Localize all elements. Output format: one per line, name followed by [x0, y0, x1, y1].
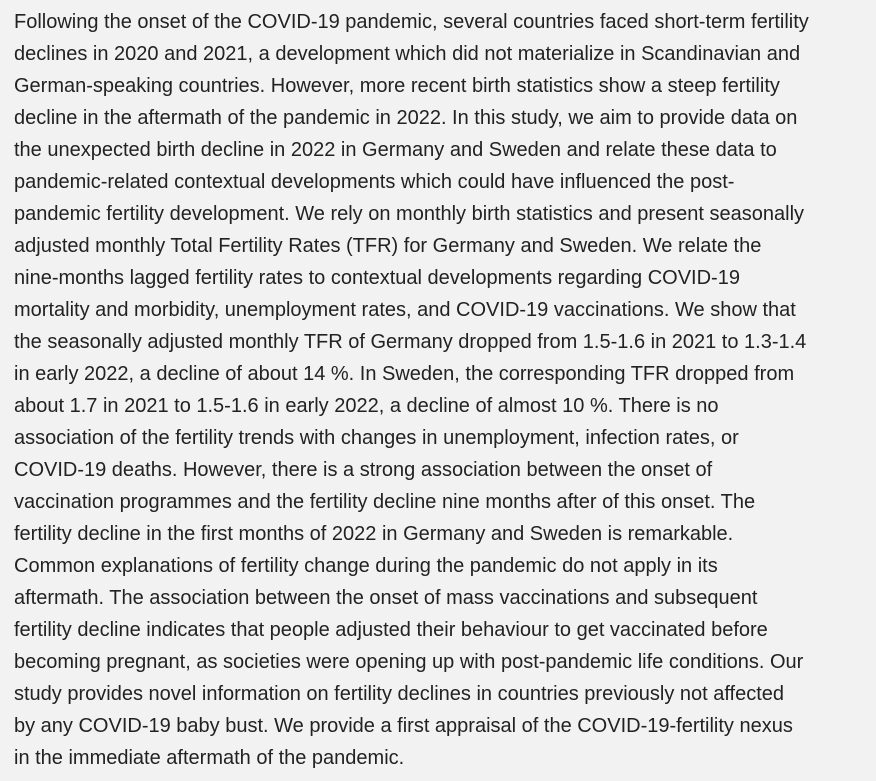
abstract-line: becoming pregnant, as societies were opening up with post-pandemic life conditions. Our — [14, 651, 804, 673]
abstract-line: about 1.7 in 2021 to 1.5-1.6 in early 2022, a decline of almost 10 %. There is no — [14, 395, 719, 417]
abstract-line: the unexpected birth decline in 2022 in Germany and Sweden and relate these data to — [14, 139, 777, 161]
abstract-line: in early 2022, a decline of about 14 %. In Sweden, the corresponding TFR dropped from — [14, 363, 795, 385]
abstract-line: aftermath. The association between the onset of mass vaccinations and subsequent — [14, 587, 758, 609]
abstract-line: pandemic-related contextual developments which could have influenced the post- — [14, 171, 735, 193]
abstract-line: Following the onset of the COVID-19 pandemic, several countries faced short-term fertility — [14, 11, 809, 33]
abstract-line: study provides novel information on fertility declines in countries previously not affected — [14, 683, 785, 705]
abstract-line: mortality and morbidity, unemployment rates, and COVID-19 vaccinations. We show that — [14, 299, 796, 321]
abstract-line: decline in the aftermath of the pandemic in 2022. In this study, we aim to provide data on — [14, 107, 798, 129]
abstract-line: Common explanations of fertility change during the pandemic do not apply in its — [14, 555, 718, 577]
abstract-line: by any COVID-19 baby bust. We provide a first appraisal of the COVID-19-fertility nexus — [14, 715, 793, 737]
abstract-line: nine-months lagged fertility rates to contextual developments regarding COVID-19 — [14, 267, 740, 289]
abstract-line: COVID-19 deaths. However, there is a strong association between the onset of — [14, 459, 713, 481]
abstract-line: the seasonally adjusted monthly TFR of Germany dropped from 1.5-1.6 in 2021 to 1.3-1.4 — [14, 331, 807, 353]
abstract-line: adjusted monthly Total Fertility Rates (TFR) for Germany and Sweden. We relate the — [14, 235, 762, 257]
abstract-line: pandemic fertility development. We rely on monthly birth statistics and present seasonally — [14, 203, 805, 225]
abstract-line: in the immediate aftermath of the pandemic. — [14, 747, 405, 769]
abstract-line: German-speaking countries. However, more recent birth statistics show a steep fertility — [14, 75, 780, 97]
abstract-line: declines in 2020 and 2021, a development which did not materialize in Scandinavian and — [14, 43, 801, 65]
abstract-line: vaccination programmes and the fertility decline nine months after of this onset. The — [14, 491, 756, 513]
abstract-line: fertility decline indicates that people adjusted their behaviour to get vaccinated before — [14, 619, 768, 641]
abstract-line: association of the fertility trends with changes in unemployment, infection rates, or — [14, 427, 739, 449]
abstract-line: fertility decline in the first months of 2022 in Germany and Sweden is remarkable. — [14, 523, 734, 545]
